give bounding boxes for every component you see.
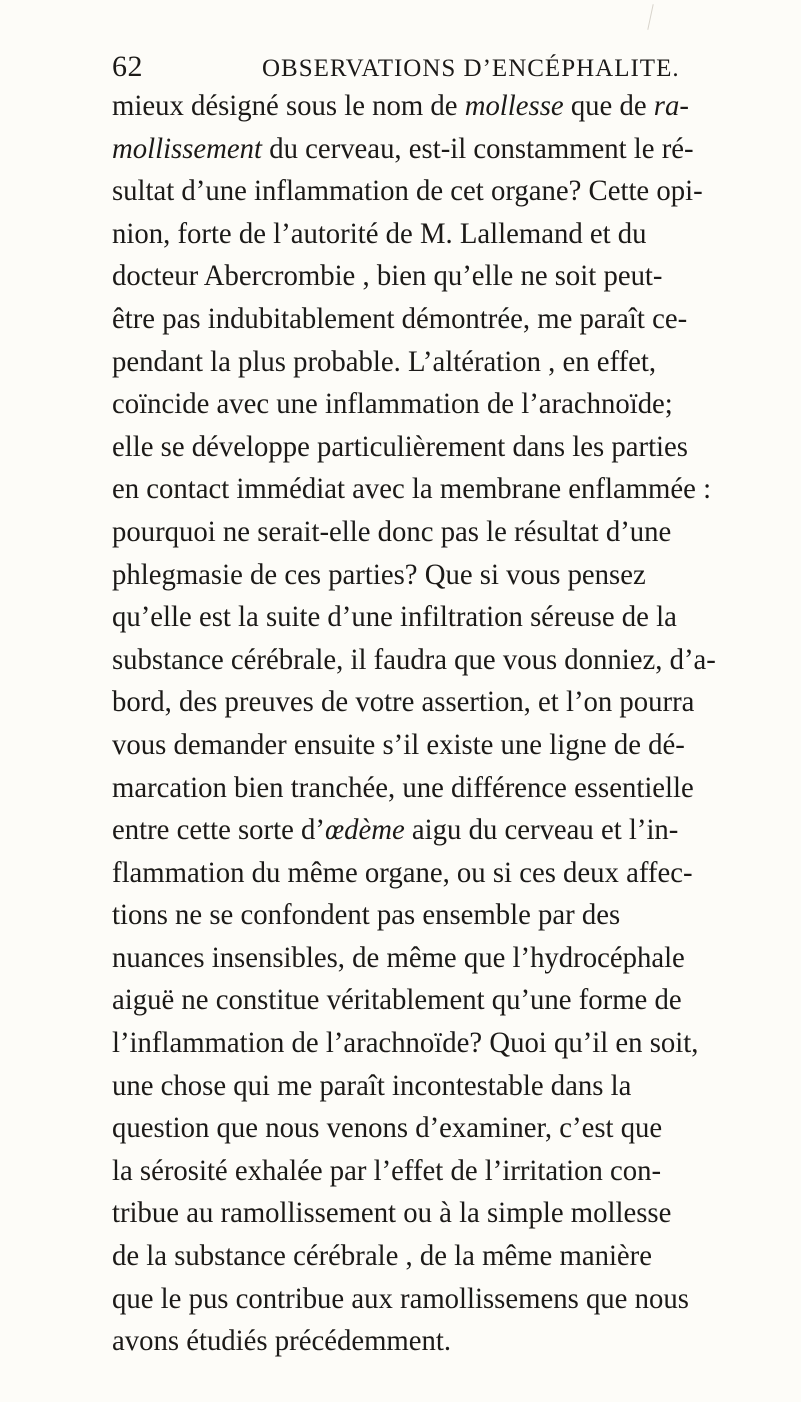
text-line: mollissement du cerveau, est-il constamment le ré- [112,132,694,165]
italic-term: ra- [653,90,689,122]
text-line: en contact immédiat avec la membrane enflammée : [112,473,712,506]
text-line: flammation du même organe, ou si ces deux affec- [112,856,693,889]
text-line: question que nous venons d’examiner, c’est que [112,1112,663,1145]
text-line: tribue au ramollissement ou à la simple mollesse [112,1197,672,1230]
text-line: aiguë ne constitue véritablement qu’une forme de [112,984,682,1017]
text-line: bord, des preuves de votre assertion, et l’on pourra [112,686,695,719]
body-text [112,85,801,1363]
text-line: nion, forte de l’autorité de M. Lallemand et du [112,217,647,250]
text-line: avons étudiés précédemment. [112,1325,452,1358]
text-line: qu’elle est la suite d’une infiltration séreuse de la [112,601,677,634]
text-line: de la substance cérébrale , de la même manière [112,1240,653,1273]
page-header [112,50,752,90]
text-line: la sérosité exhalée par l’effet de l’irritation con- [112,1154,662,1187]
running-head: OBSERVATIONS D’ENCÉPHALITE. [262,55,680,82]
text-line: phlegmasie de ces parties? Que si vous pensez [112,558,646,591]
text-line: coïncide avec une inflammation de l’arachnoïde; [112,388,673,421]
text-line: entre cette sorte d’œdème aigu du cerveau et l’in- [112,814,679,847]
text-line: nuances insensibles, de même que l’hydrocéphale [112,941,685,974]
text-line: être pas indubitablement démontrée, me paraît ce- [112,302,688,335]
text-line: docteur Abercrombie , bien qu’elle ne soit peut- [112,260,663,293]
page-number: 62 [112,50,143,83]
text-line: pourquoi ne serait-elle donc pas le résultat d’une [112,515,672,548]
text-line: vous demander ensuite s’il existe une ligne de dé- [112,728,685,761]
text-line: tions ne se confondent pas ensemble par des [112,899,621,932]
paper-mark [647,4,653,30]
text-line: sultat d’une inflammation de cet organe? Cette opi- [112,175,703,208]
text-line: pendant la plus probable. L’altération , en effet, [112,345,657,378]
text-line: mieux désigné sous le nom de mollesse que de ra- [112,90,689,122]
text-line: que le pus contribue aux ramollissemens que nous [112,1282,689,1315]
text-line: substance cérébrale, il faudra que vous donniez, d’a- [112,643,716,676]
text-line: l’inflammation de l’arachnoïde? Quoi qu’il en soit, [112,1027,699,1060]
text-line: elle se développe particulièrement dans les parties [112,430,688,463]
italic-term: mollissement [112,132,263,165]
italic-term: œdème [324,814,405,847]
text-line: une chose qui me paraît incontestable dans la [112,1069,632,1102]
text-line: marcation bien tranchée, une différence essentielle [112,771,694,804]
italic-term: mollesse [464,90,564,122]
